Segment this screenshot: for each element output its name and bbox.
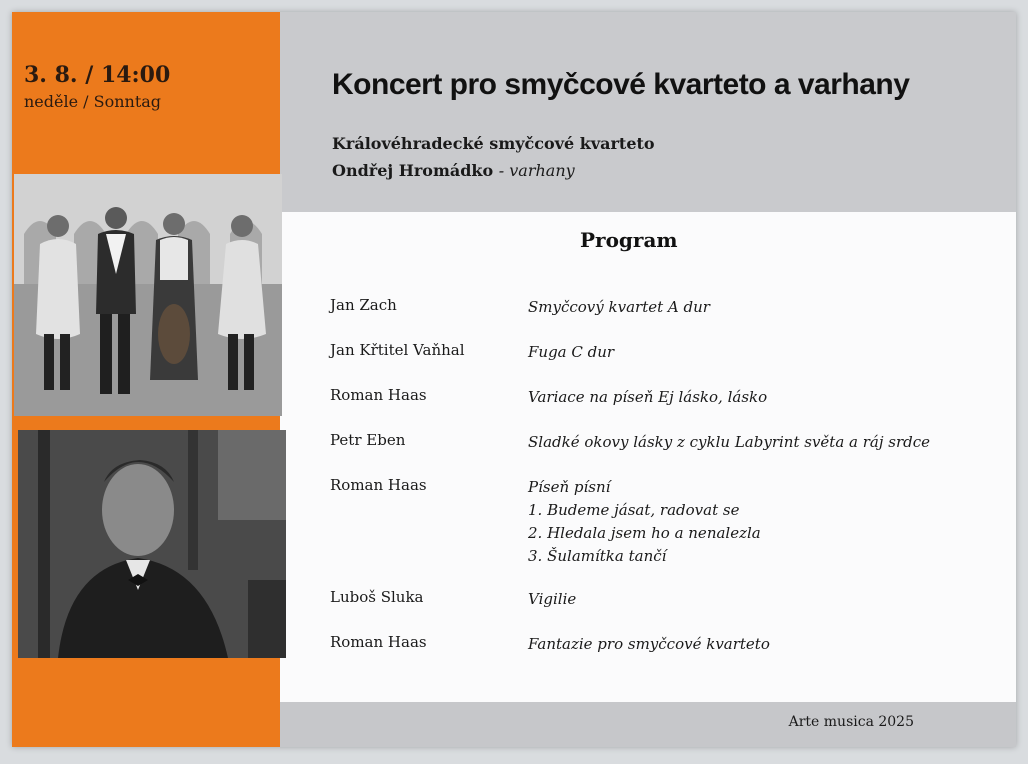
organist-photo xyxy=(18,430,286,658)
composer: Petr Eben xyxy=(330,431,406,449)
quartet-photo-illustration xyxy=(14,174,282,416)
organist-name: Ondřej Hromádko xyxy=(332,161,494,180)
work-title: Sladké okovy lásky z cyklu Labyrint světa a ráj srdce xyxy=(528,433,931,451)
composer: Roman Haas xyxy=(330,386,427,404)
movement: 3. Šulamítka tančí xyxy=(528,547,667,565)
work-title: Fuga C dur xyxy=(528,343,615,361)
work-title: Smyčcový kvartet A dur xyxy=(528,298,710,316)
composer: Luboš Sluka xyxy=(330,588,424,606)
event-date-time: 3. 8. / 14:00 xyxy=(24,62,171,88)
composer: Jan Zach xyxy=(330,296,397,314)
header-band xyxy=(280,12,1016,212)
event-day: neděle / Sonntag xyxy=(24,92,162,111)
footer-text: Arte musica 2025 xyxy=(788,714,914,730)
quartet-photo xyxy=(14,174,282,416)
program-heading: Program xyxy=(580,228,678,252)
movement: 2. Hledala jsem ho a nenalezla xyxy=(528,524,761,542)
work-title: Vigilie xyxy=(528,590,577,608)
composer: Jan Křtitel Vaňhal xyxy=(330,341,465,359)
concert-title: Koncert pro smyčcové kvarteto a varhany xyxy=(332,68,910,101)
program-area xyxy=(280,212,1016,702)
organist-role: - varhany xyxy=(498,161,575,180)
work-title: Píseň písní xyxy=(528,478,611,496)
ensemble-name: Královéhradecké smyčcové kvarteto xyxy=(332,134,655,153)
movement: 1. Budeme jásat, radovat se xyxy=(528,501,740,519)
composer: Roman Haas xyxy=(330,633,427,651)
composer: Roman Haas xyxy=(330,476,427,494)
work-title-with-movements xyxy=(528,476,988,568)
organist-line xyxy=(332,161,575,180)
organist-photo-illustration xyxy=(18,430,286,658)
work-title: Variace na píseň Ej lásko, lásko xyxy=(528,388,768,406)
footer-band xyxy=(280,702,1016,747)
work-title: Fantazie pro smyčcové kvarteto xyxy=(528,635,770,653)
